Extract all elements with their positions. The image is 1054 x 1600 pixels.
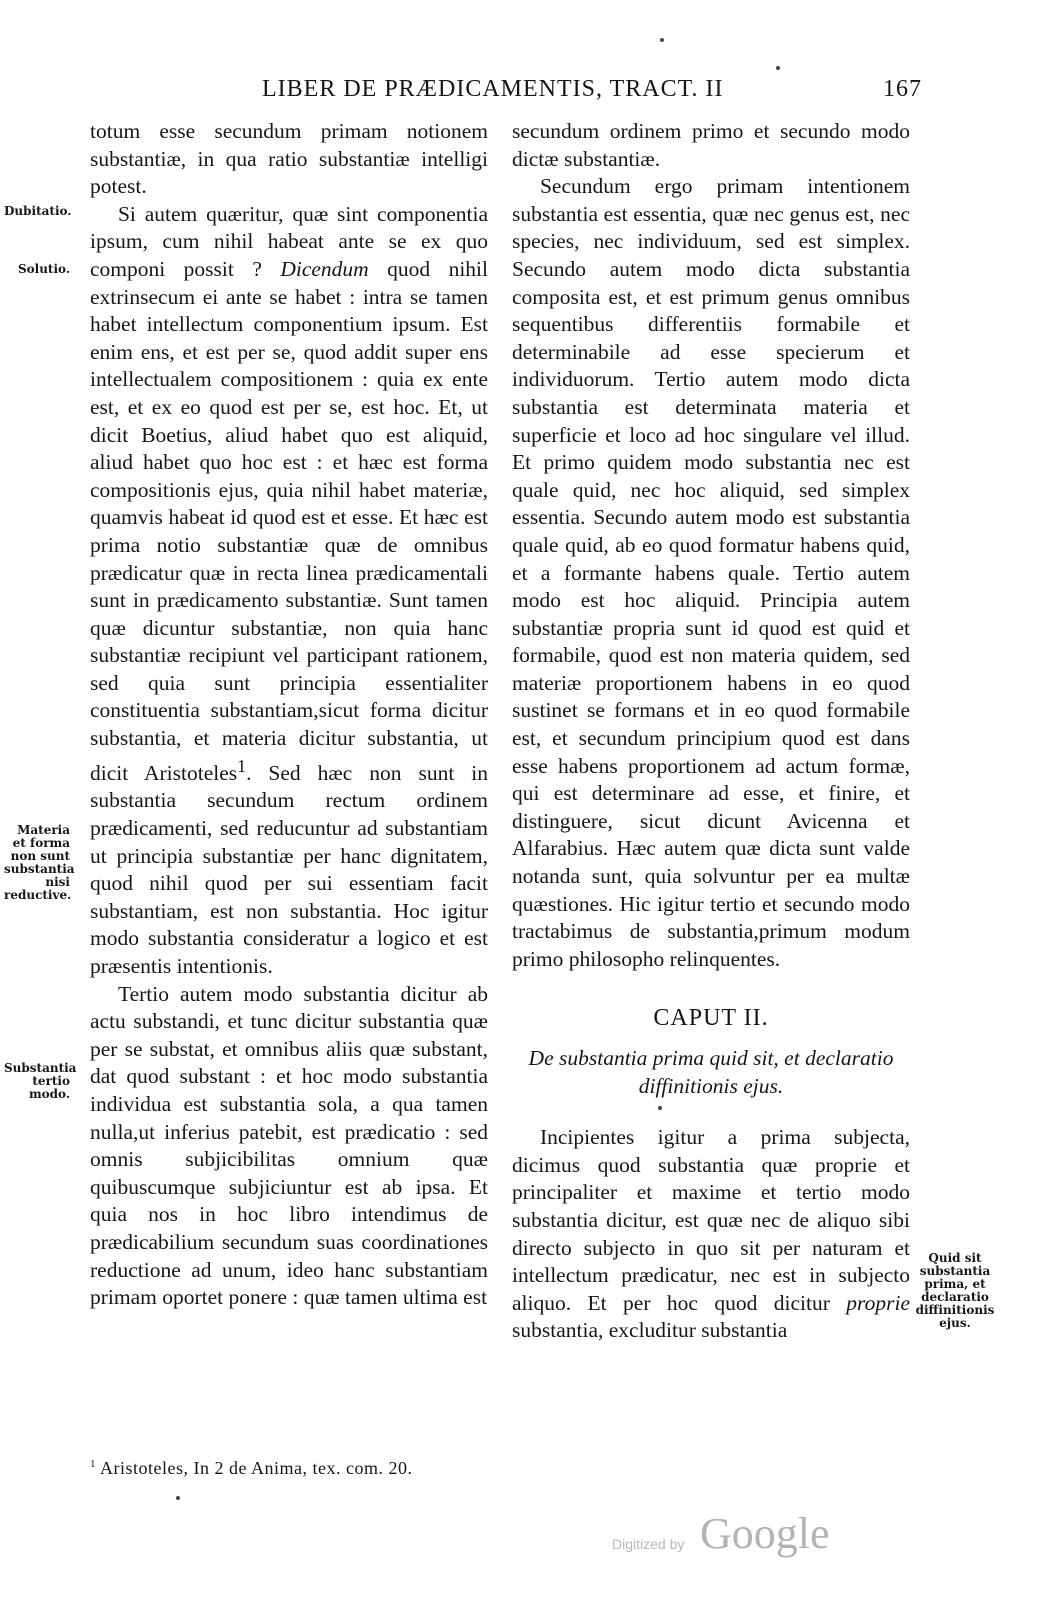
text-run: Incipientes igitur a prima subjecta, dicimus quod substantia quæ proprie et principaliter et maxime et tertio modo substantia dicitur, est quæ nec de aliquo sibi directo subjecto in quo sit per naturam et intellectum prædicatur, nec est in subjecto aliquo. Et per hoc quod dicitur: [512, 1125, 910, 1315]
right-paragraph-1: secundum ordinem primo et secundo modo dictæ substantiæ.: [512, 119, 910, 171]
text-run: Si autem quæritur, quæ sint componentia ipsum, cum nihil habeat ante se ex quo componi possit ?: [90, 201, 488, 281]
right-paragraph-3: [512, 1124, 910, 1345]
footnote-marker: 1: [90, 1458, 96, 1470]
google-logo: Google: [700, 1509, 830, 1558]
watermark-prefix: Digitized by: [612, 1536, 685, 1552]
text-run: quod nihil extrinsecum ei ante se habet : intra se tamen habet intellectum componentium ipsum. Est enim ens, et est per se, quod addit super ens intellectualem compositionem : quia ex ente est, et ex eo quod est per se, est hoc. Et, ut dicit Boetius, aliud habet quo est aliquid, aliud habet quo hoc est : et hæc est forma compositionis ejus, quia nihil habet materiæ, quamvis habeat id quod est et esse. Et hæc est prima notio substantiæ quæ de omnibus prædicatur quæ in recta linea prædicamentali sunt in prædicamento substantiæ. Sunt tamen quæ dicuntur substantiæ, non quia hanc substantiæ recipiunt vel participant rationem, sed quia sunt principia essentialiter constituentia substantiam,sicut forma dicitur substantia, et materia dicitur substantia, ut dicit Aristoteles: [90, 256, 489, 785]
running-title: LIBER DE PRÆDICAMENTIS, TRACT. II: [262, 76, 724, 102]
page-number: 167: [883, 76, 922, 102]
margin-note-dubitatio: Dubitatio.: [4, 204, 72, 218]
left-paragraph-1: totum esse secundum primam notionem substantiæ, in qua ratio substantiæ intelligi potest.: [90, 119, 488, 199]
margin-note-solutio: Solutio.: [17, 262, 70, 276]
chapter-subtitle: De substantia prima quid sit, et declaratio diffinitionis ejus.: [528, 1046, 894, 1098]
footnote-text: Aristoteles, In 2 de Anima, tex. com. 20.: [96, 1458, 413, 1478]
left-paragraph-2: [90, 201, 488, 981]
text-run: substantia, excluditur substantia: [512, 1318, 788, 1343]
digitized-watermark: [612, 1500, 852, 1560]
ink-speck: [776, 66, 780, 70]
margin-note-materia: Materia et forma non sunt substantia nisi reductive.: [4, 823, 75, 902]
left-column: [90, 118, 488, 1312]
ink-speck: [658, 1106, 662, 1110]
right-paragraph-2: Secundum ergo primam intentionem substantia est essentia, quæ nec genus est, nec species, nec individuum, sed est simplex. Secundo autem modo dicta substantia composita est, et est primum genus omnibus sequentibus differentiis formabile et determinabile ad esse specierum et individuorum. Tertio autem modo dicta substantia est determinata materia et superficie et loco ad hoc singulare vel illud. Et primo quidem modo substantia nec est quale quid, nec hoc aliquid, sed simplex essentia. Secundo autem modo est substantia quale quid, ab eo quod formatur habens quid, et a formante habens quale. Tertio autem modo est hoc aliquid. Principia autem substantiæ propria sunt id quod est quid et formabile, quod est non materia quidem, sed materiæ proportionem habens in eo quod sustinet se formans et in eo quod formabile est, et secundum principium quod est dans esse habens proportionem ad actum formæ, qui est determinare ad esse, et finire, et distinguere, sicut dicunt Avicenna et Alfarabius. Hæc autem quæ dicta sunt valde notanda sunt, quia solvuntur per ea multæ quæstiones. Hic igitur tertio et secundo modo tractabimus de substantia,primum modum primo philosopho relinquentes.: [512, 174, 910, 971]
left-paragraph-3: Tertio autem modo substantia dicitur ab actu substandi, et tunc dicitur substantia quæ per se substat, et omnibus aliis quæ substant, dat quod substant : et hoc modo substantia individua est substantia sola, a qua tamen nulla,ut inferius patebit, est prædicatio : sed omnis subjicibilitas omnium quæ quibuscumque subjiciuntur est ab ipsa. Et quia nos in hoc libro intendimus de prædicabilium secundum suas coordinationes reductione ad unum, ideo hanc substantiam primam oportet ponere : quæ tamen ultima est: [90, 981, 488, 1310]
ink-speck: [176, 1496, 180, 1500]
proprie-word: proprie: [846, 1290, 910, 1315]
margin-note-substantia-tertio: Substantia tertio modo.: [4, 1061, 77, 1101]
text-run: . Sed hæc non sunt in substantia secundum rectum ordinem prædicamenti, sed reducuntur ad substantiam ut principia substantiæ per hanc dignitatem, quod nihil quod per sui essentiam facit substantiam, est non substantia. Hoc igitur modo substantia consideratur a logico et est præsentis intentionis.: [90, 760, 488, 978]
margin-note-quid-sit: Quid sit substantia prima, et declaratio diffinitionis ejus.: [915, 1251, 995, 1330]
right-column: [512, 118, 910, 1345]
dicendum-word: Dicendum: [280, 256, 369, 281]
ink-speck: [660, 38, 664, 42]
chapter-heading: CAPUT II.: [653, 1005, 769, 1032]
footnote: [90, 1458, 488, 1479]
footnote-reference: 1: [237, 755, 247, 776]
